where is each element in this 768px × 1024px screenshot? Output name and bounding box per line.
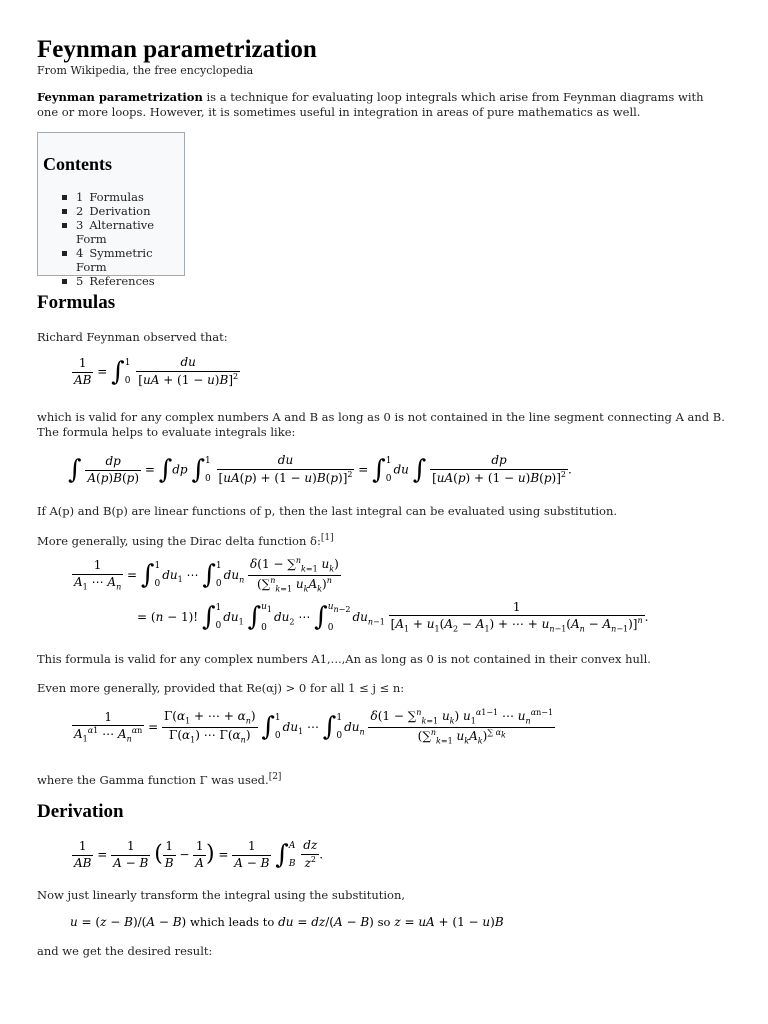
toc-item-symmetric-form[interactable]: 4 Symmetric Form <box>62 246 184 274</box>
reference-link-1[interactable]: [1] <box>320 533 334 543</box>
formula-substitution: u = (z − B)/(A − B) which leads to du = dz/(A − B) so z = uA + (1 − u)B <box>70 915 504 929</box>
formula-dirac-general: $\frac{1}{A_1 \cdots A_n}$ = ∫ 1 0 $du_1$ ⋯ ∫ 1 0 $du_n$ $\frac{\delta(1 - \sum^n_{k=1} u_k)}{(\sum^n_{k=1} u_kA_k)^n}$ <box>74 556 339 594</box>
intro-text: is a technique for evaluating loop integrals which arise from Feynman diagrams with one or more loops. However, it is sometimes useful in integration in areas of pure mathematics as well. <box>37 90 704 119</box>
paragraph-linear-functions: If A(p) and B(p) are linear functions of p, then the last integral can be evaluated using substitution. <box>37 504 618 518</box>
paragraph-dirac: More generally, using the Dirac delta function δ:[1] <box>37 533 334 548</box>
table-of-contents <box>37 132 185 288</box>
paragraph-feynman-observed: Richard Feynman observed that: <box>37 330 228 344</box>
toc-list <box>62 190 184 288</box>
intro-bold-term: Feynman parametrization <box>37 90 203 104</box>
toc-item-alternative-form[interactable]: 3 Alternative Form <box>62 218 184 246</box>
tagline: From Wikipedia, the free encyclopedia <box>37 64 254 77</box>
paragraph-convex-hull: This formula is valid for any complex numbers A1,...,An as long as 0 is not contained in their convex hull. <box>37 652 651 666</box>
intro-paragraph <box>37 90 727 120</box>
paragraph-valid-segment: which is valid for any complex numbers A and B as long as 0 is not contained in the line segment connecting A and B. The formula helps to evaluate integrals like: <box>37 410 725 439</box>
formula-integral-example: ∫ $\frac{dp}{A(p)B(p)}$ = ∫dp ∫ 1 0 $\frac{du}{[uA(p) + (1 - u)B(p)]^2}$ = ∫ 1 0 du ∫ $\frac{dp}{[uA(p) + (1 - u)B(p)]^2}$ . <box>68 453 572 485</box>
paragraph-even-more: Even more generally, provided that Re(αj) > 0 for all 1 ≤ j ≤ n: <box>37 681 405 695</box>
toc-item-references[interactable]: 5 References <box>62 274 184 288</box>
paragraph-gamma-used: where the Gamma function Γ was used.[2] <box>37 772 282 787</box>
toc-heading: Contents <box>43 154 113 174</box>
paragraph-desired-result: and we get the desired result: <box>37 944 213 958</box>
toc-item-formulas[interactable]: 1 Formulas <box>62 190 184 204</box>
formula-derivation: $\frac{1}{AB}$ = $\frac{1}{A - B}$ ( $\frac{1}{B}$ − $\frac{1}{A}$ ) = $\frac{1}{A - B}$ ∫ A B $\frac{dz}{z^2}$ . <box>74 838 324 870</box>
paragraph-now-just: Now just linearly transform the integral using the substitution, <box>37 888 406 902</box>
reference-link-2[interactable]: [2] <box>268 772 282 782</box>
page-title: Feynman parametrization <box>37 36 317 63</box>
formula-dirac-expanded: = (n − 1)! ∫ 1 0 $du_1$ ∫ $u_1$ 0 $du_2$ ⋯ ∫ $u_{n-2}$ 0 $du_{n-1}$ $\frac{1}{[A_1 + u_1(A_2 - A_1) + \cdots + u_{n-1}(A_n - A_{n-1})]^n}$ . <box>137 599 649 634</box>
section-heading-derivation: Derivation <box>37 801 124 822</box>
toc-item-derivation[interactable]: 2 Derivation <box>62 204 184 218</box>
formula-basic: $\frac{1}{AB}$ = ∫ 1 0 $\frac{du}{[uA + (1 - u)B]^2}$ <box>74 355 239 387</box>
formula-gamma: $\frac{1}{A_1^{\alpha 1} \cdots A_n^{\alpha n}}$ = $\frac{\Gamma(\alpha_1 + \cdots + \alpha_n)}{\Gamma(\alpha_1) \cdots \Gamma(\alpha_n)}$ ∫ 1 0 $du_1$ ⋯ ∫ 1 0 $du_n$ $\frac{\delta(1 - \sum^n_{k=1} u_k) u_1^{\alpha 1-1} \cdots u_n^{\alpha n-1}}{(\sum^n_{k=1} u_kA_k)^{\sum \alpha_k}}$ <box>74 708 554 746</box>
section-heading-formulas: Formulas <box>37 292 116 313</box>
